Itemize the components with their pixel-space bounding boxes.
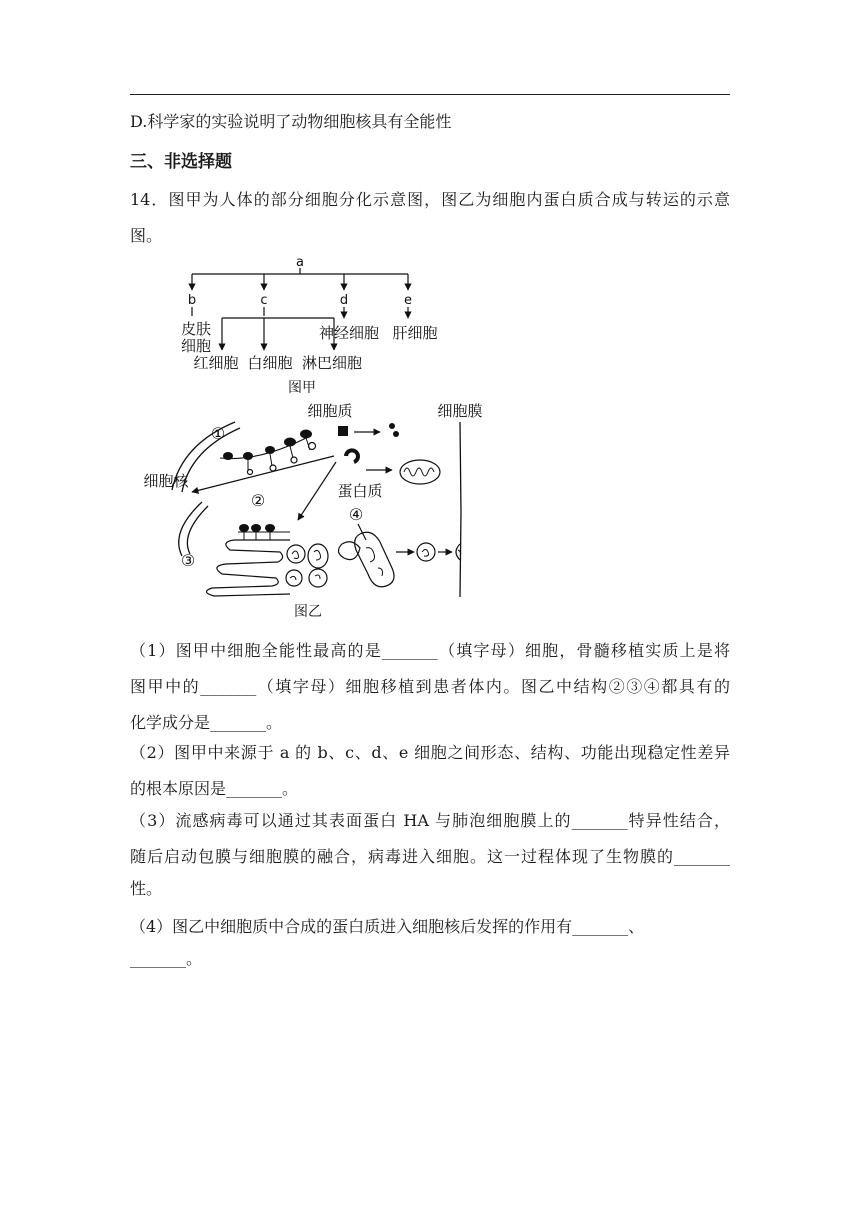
question-stem-line1: 14．图甲为人体的部分细胞分化示意图，图乙为细胞内蛋白质合成与转运的示意: [130, 190, 730, 209]
yi-cytoplasm-label: 细胞质: [307, 402, 353, 420]
jia-branch-d: d: [339, 293, 349, 308]
yi-mrna-strand: [220, 436, 310, 459]
q2-line1: （2）图甲中来源于 a 的 b、c、d、e 细胞之间形态、结构、功能出现稳定性差异: [130, 743, 730, 762]
yi-protein-block: [338, 426, 348, 436]
q2-line2: 的根本原因是_______。: [130, 779, 299, 798]
yi-protein-fold: [346, 450, 358, 462]
q4-line1: （4）图乙中细胞质中合成的蛋白质进入细胞核后发挥的作用有_______、: [130, 917, 645, 936]
yi-vesicle-3: [309, 569, 327, 587]
yi-mark-3: ③: [180, 551, 196, 570]
jia-skin-cell-1: 皮肤: [180, 320, 212, 338]
yi-mark-2: ②: [250, 491, 266, 510]
yi-membrane-label: 细胞膜: [437, 402, 483, 420]
jia-caption: 图甲: [288, 380, 316, 396]
yi-secretory-vesicle: [417, 543, 435, 561]
top-rule: [130, 94, 730, 95]
yi-mark-4: ④: [348, 505, 364, 524]
yi-caption: 图乙: [294, 604, 322, 620]
question-stem-line2: 图。: [130, 226, 163, 245]
figure-yi: [143, 402, 482, 620]
yi-exocytosis: [456, 544, 460, 560]
jia-red-blood-cell: 红细胞: [193, 354, 239, 372]
jia-skin-cell-2: 细胞: [180, 337, 212, 355]
yi-cell-membrane: [460, 422, 461, 597]
q1-line3: 化学成分是_______。: [130, 713, 283, 732]
q1-line2: 图甲中的_______（填字母）细胞移植到患者体内。图乙中结构②③④都具有的: [130, 677, 730, 696]
yi-arrow-to-nucleus: [192, 456, 334, 492]
option-d: D.科学家的实验说明了动物细胞核具有全能性: [130, 112, 452, 131]
yi-mark-1: ①: [210, 424, 226, 443]
q4-line2: _______。: [130, 949, 203, 968]
jia-lymphocyte: 淋巴细胞: [301, 354, 363, 372]
q3-line3: 性。: [130, 879, 163, 898]
figure-jia: [181, 255, 438, 396]
jia-root-label: a: [296, 255, 304, 270]
jia-branch-e: e: [404, 293, 412, 308]
jia-nerve-cell: 神经细胞: [318, 324, 380, 342]
figure-svg: [130, 252, 483, 626]
yi-nucleus-label: 细胞核: [143, 472, 189, 490]
figure-area: [130, 252, 483, 626]
q1-line1: （1）图甲中细胞全能性最高的是_______（填字母）细胞，骨髓移植实质上是将: [130, 641, 730, 660]
yi-free-ribosomes: [223, 430, 312, 461]
yi-protein-label: 蛋白质: [337, 482, 383, 500]
jia-white-blood-cell: 白细胞: [247, 354, 293, 372]
yi-bound-ribosomes: [239, 524, 275, 532]
q3-line2: 随后启动包膜与细胞膜的融合，病毒进入细胞。这一过程体现了生物膜的_______: [130, 847, 730, 866]
yi-rough-er: [206, 540, 290, 596]
q3-line1: （3）流感病毒可以通过其表面蛋白 HA 与肺泡细胞膜上的_______特异性结合，: [130, 811, 730, 830]
yi-golgi: [355, 532, 394, 587]
jia-liver-cell: 肝细胞: [392, 324, 438, 342]
jia-branch-b: b: [187, 293, 197, 308]
yi-vesicle-1: [287, 545, 305, 563]
yi-arrow-to-er: [298, 462, 336, 520]
section-title: 三、非选择题: [130, 152, 232, 172]
yi-vesicle-2: [308, 544, 328, 568]
jia-branch-c: c: [260, 293, 268, 308]
